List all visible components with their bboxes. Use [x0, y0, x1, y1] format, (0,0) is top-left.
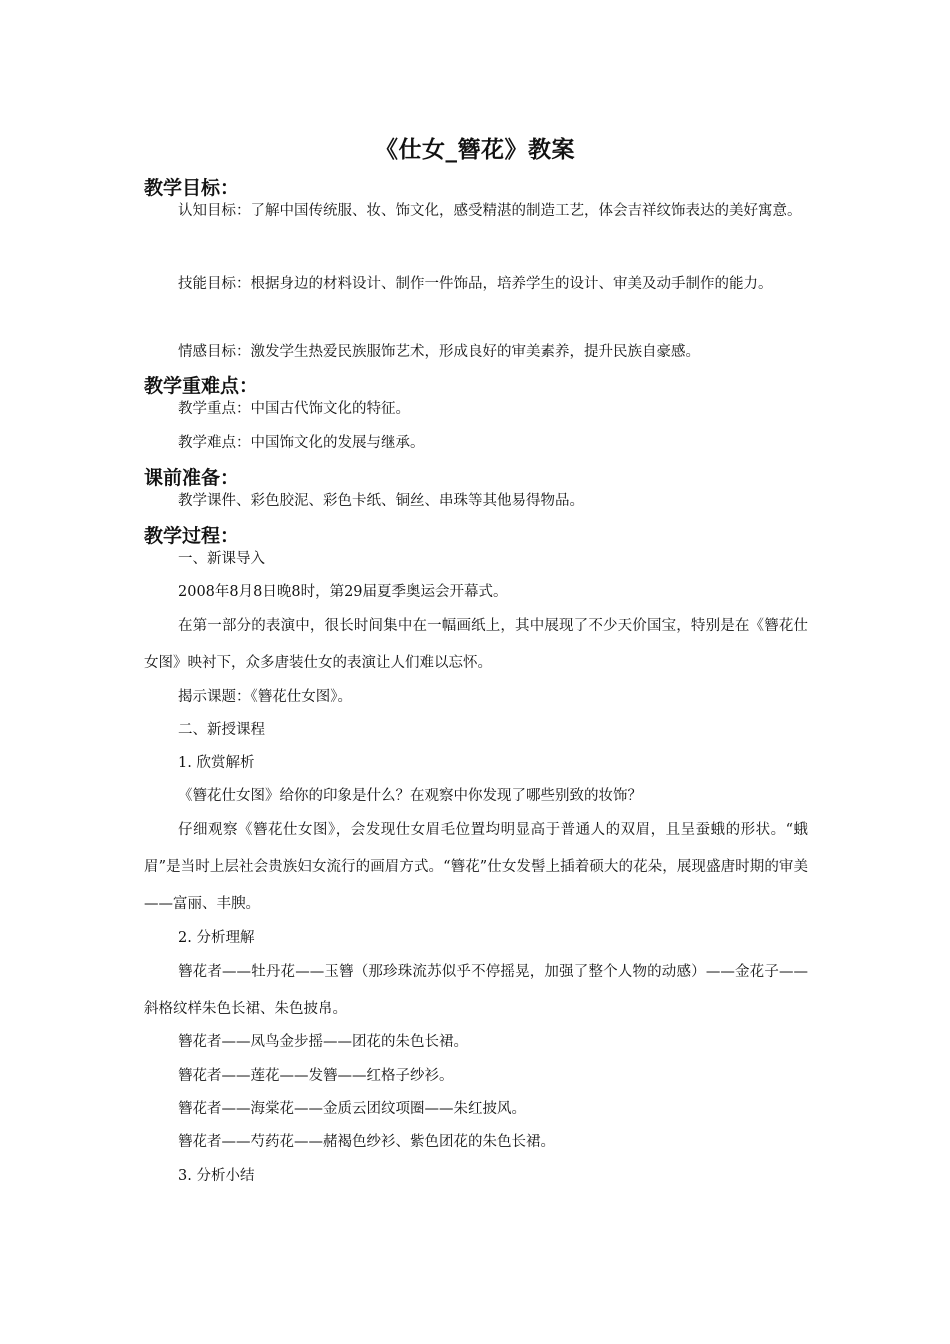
paragraph-eyebrow-observation: 仔细观察《簪花仕女图》，会发现仕女眉毛位置均明显高于普通人的双眉，且呈蚕蛾的形状。“蛾眉”是当时上层社会贵族妇女流行的画眉方式。“簪花”仕女发髻上插着硕大的花朵，展现盛唐时期的审美——富丽、丰腴。 [144, 822, 808, 912]
paragraph-subheading-appreciation: 1. 欣赏解析 [178, 755, 255, 771]
paragraph-figure-phoenix: 簪花者——凤鸟金步摇——团花的朱色长裙。 [178, 1034, 468, 1050]
paragraph-subheading-summary: 3. 分析小结 [178, 1168, 255, 1184]
paragraph-difficult-point: 教学难点：中国饰文化的发展与继承。 [178, 435, 425, 451]
paragraph-figure-begonia: 簪花者——海棠花——金质云团纹项圈——朱红披风。 [178, 1101, 526, 1117]
paragraph-emotion-goal: 情感目标：激发学生热爱民族服饰艺术，形成良好的审美素养，提升民族自豪感。 [178, 344, 700, 360]
paragraph-preparation-materials: 教学课件、彩色胶泥、彩色卡纸、铜丝、串珠等其他易得物品。 [178, 493, 584, 509]
paragraph-skill-goal: 技能目标：根据身边的材料设计、制作一件饰品，培养学生的设计、审美及动手制作的能力。 [178, 276, 773, 292]
paragraph-appreciation-question: 《簪花仕女图》给你的印象是什么？在观察中你发现了哪些别致的妆饰？ [178, 788, 642, 804]
section-heading-process: 教学过程： [144, 525, 240, 547]
paragraph-key-point: 教学重点：中国古代饰文化的特征。 [178, 401, 410, 417]
document-title: 《仕女_簪花》教案 [375, 137, 575, 163]
paragraph-cognitive-goal: 认知目标：了解中国传统服、妆、饰文化，感受精湛的制造工艺，体会吉祥纹饰表达的美好寓意。 [178, 203, 802, 219]
paragraph-subheading-analysis: 2. 分析理解 [178, 930, 255, 946]
paragraph-olympics-date: 2008年8月8日晚8时，第29届夏季奥运会开幕式。 [178, 584, 508, 600]
paragraph-figure-lotus: 簪花者——莲花——发簪——红格子纱衫。 [178, 1068, 454, 1084]
section-heading-key-points: 教学重难点： [144, 375, 259, 397]
paragraph-figure-peony: 簪花者——牡丹花——玉簪（那珍珠流苏似乎不停摇晃，加强了整个人物的动感）——金花子——斜格纹样朱色长裙、朱色披帛。 [144, 964, 808, 1017]
paragraph-performance-description: 在第一部分的表演中，很长时间集中在一幅画纸上，其中展现了不少天价国宝，特别是在《簪花仕女图》映衬下，众多唐装仕女的表演让人们难以忘怀。 [144, 618, 808, 671]
paragraph-reveal-topic: 揭示课题：《簪花仕女图》。 [178, 689, 352, 705]
paragraph-step-intro-heading: 一、新课导入 [178, 551, 265, 567]
section-heading-preparation: 课前准备： [144, 467, 240, 489]
section-heading-goals: 教学目标： [144, 177, 240, 199]
paragraph-step-new-lesson-heading: 二、新授课程 [178, 722, 265, 738]
paragraph-figure-peony-herb: 簪花者——芍药花——赭褐色纱衫、紫色团花的朱色长裙。 [178, 1134, 555, 1150]
